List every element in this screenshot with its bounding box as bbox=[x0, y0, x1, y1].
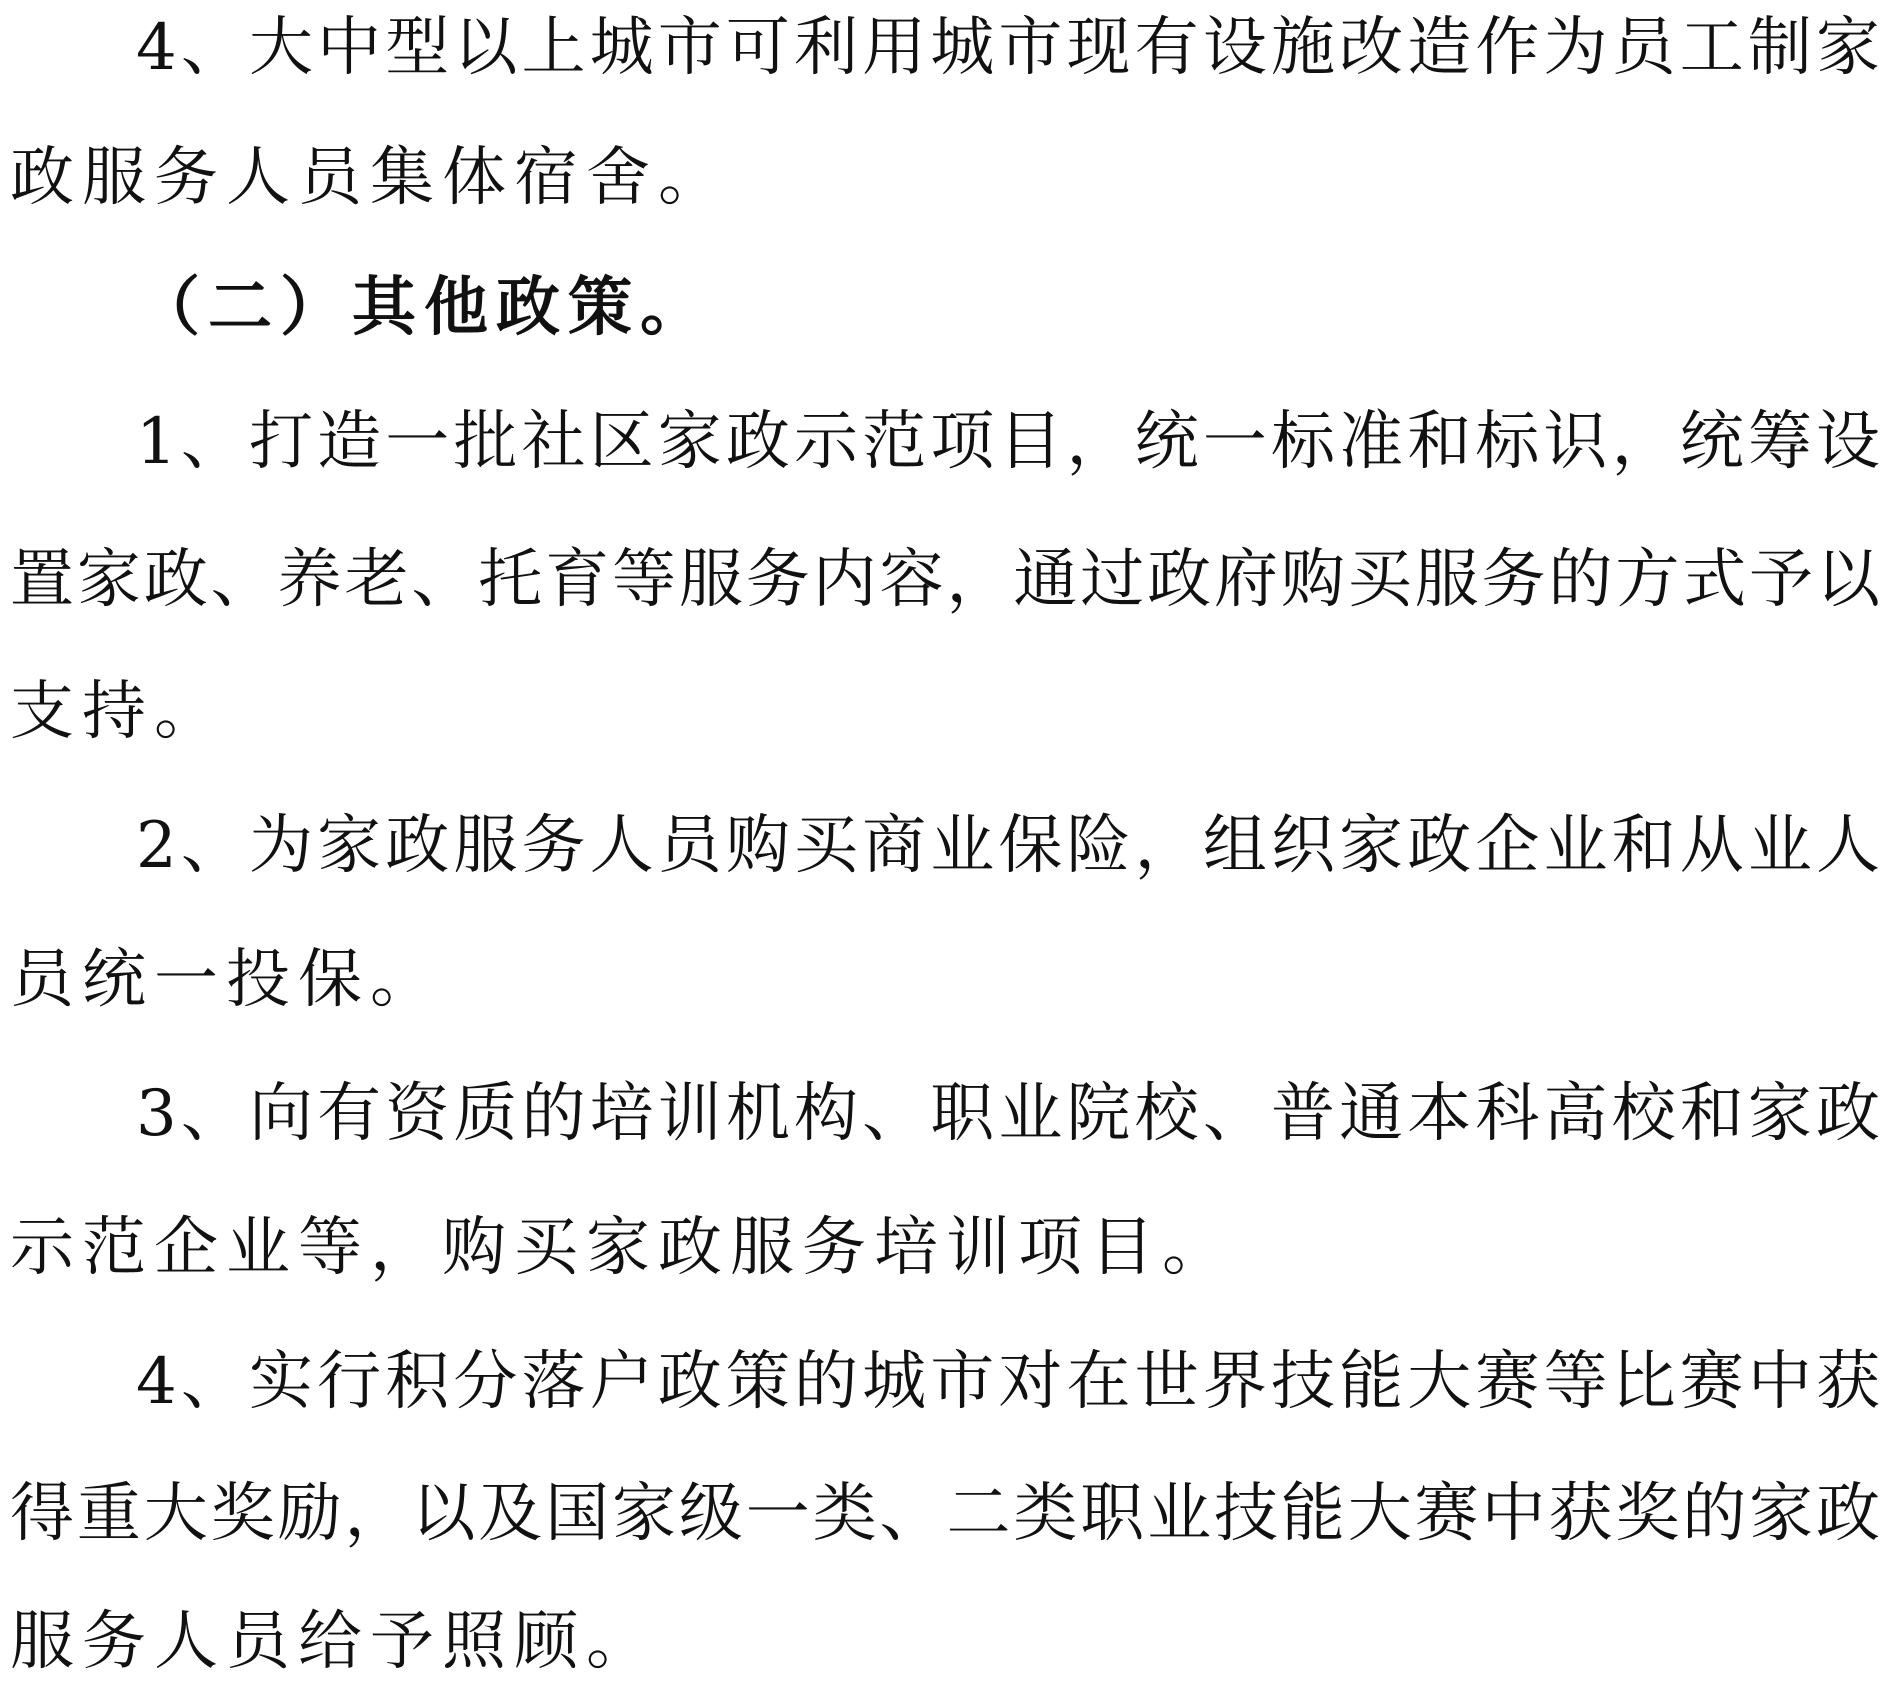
paragraph-item-4b-line-2: 得重大奖励，以及国家级一类、二类职业技能大赛中获奖的家政 bbox=[10, 1477, 1880, 1551]
paragraph-item-3-line-1: 3、向有资质的培训机构、职业院校、普通本科高校和家政 bbox=[136, 1077, 1880, 1151]
paragraph-item-2-line-2: 员统一投保。 bbox=[10, 943, 442, 1017]
paragraph-item-1-line-3: 支持。 bbox=[10, 675, 226, 749]
paragraph-item-3-line-2: 示范企业等，购买家政服务培训项目。 bbox=[10, 1211, 1234, 1285]
paragraph-item-1-line-1: 1、打造一批社区家政示范项目，统一标准和标识，统筹设 bbox=[136, 405, 1880, 479]
paragraph-item-1-line-2: 置家政、养老、托育等服务内容，通过政府购买服务的方式予以 bbox=[10, 543, 1880, 617]
paragraph-item-4b-line-3: 服务人员给予照顾。 bbox=[10, 1605, 658, 1679]
paragraph-item-4-line-2: 政服务人员集体宿舍。 bbox=[10, 141, 730, 215]
paragraph-item-2-line-1: 2、为家政服务人员购买商业保险，组织家政企业和从业人 bbox=[136, 809, 1880, 883]
paragraph-item-4b-line-1: 4、实行积分落户政策的城市对在世界技能大赛等比赛中获 bbox=[136, 1345, 1880, 1419]
paragraph-item-4-line-1: 4、大中型以上城市可利用城市现有设施改造作为员工制家 bbox=[136, 11, 1880, 85]
section-heading-other-policies: （二）其他政策。 bbox=[136, 270, 712, 345]
